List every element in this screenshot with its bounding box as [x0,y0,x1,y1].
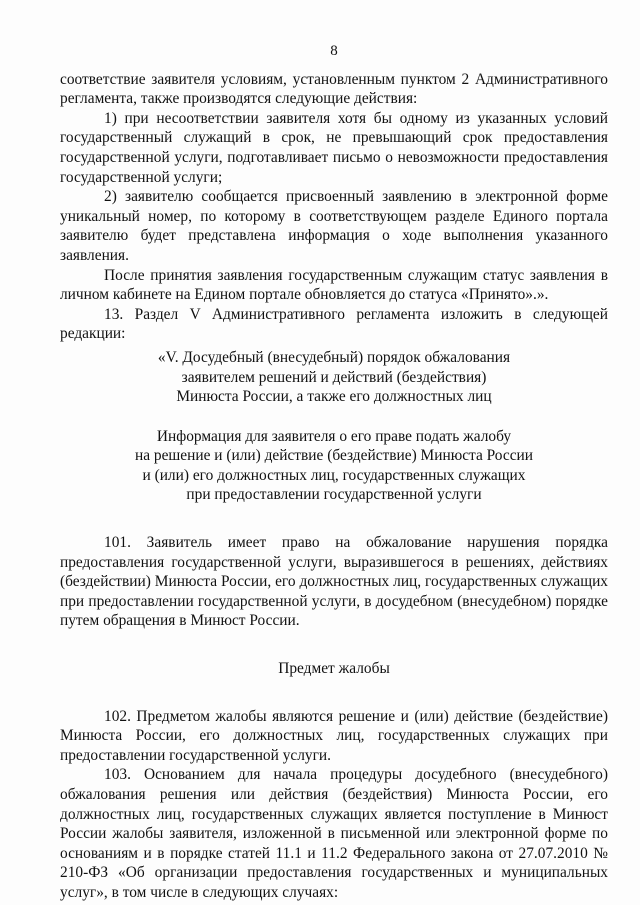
paragraph-13: 13. Раздел V Административного регламента изложить в следующей редакции: [60,305,608,343]
subsection-title-line: Информация для заявителя о его праве подать жалобу [156,427,512,445]
heading-subject-of-complaint: Предмет жалобы [278,660,390,678]
paragraph-102: 102. Предметом жалобы являются решение и (или) действие (бездействие) Минюста России, его должностных лиц, государственных служащих при предоставлении государственной услуги. [60,707,608,764]
paragraph-status: После принятия заявления государственным служащим статус заявления в личном кабинете на Едином портале обновляется до статуса «Принято».». [60,266,608,304]
paragraph-103: 103. Основанием для начала процедуры досудебного (внесудебного) обжалования решения или действия (бездействия) Минюста России, его должностных лиц, государственных служащих является поступление в Минюст России жалобы заявителя, изложенной в письменной или электронной форме по основаниям и в порядке статей 11.1 и 11.2 Федерального закона от 27.07.2010 № 210-ФЗ «Об организации предоставления государственных и муниципальных услуг», в том числе в следующих случаях: [60,766,608,901]
subsection-title-line: и (или) его должностных лиц, государственных служащих [142,466,526,484]
subsection-title-line: при предоставлении государственной услуги [186,486,482,504]
section-title [60,348,608,407]
subsection-title-line: на решение и (или) действие (бездействие) Минюста России [134,447,534,465]
document-body [60,42,608,903]
subsection-title [60,427,608,505]
section-title-line: Минюста России, а также его должностных лиц [176,388,492,406]
paragraph-item-2: 2) заявителю сообщается присвоенный заявлению в электронной форме уникальный номер, по которому в соответствующем разделе Единого портала заявителю будет представлена информация о ходе выполнения указанного заявления. [60,188,608,264]
section-title-line: заявителем решений и действий (бездействия) [181,368,487,386]
paragraph-item-1: 1) при несоответствии заявителя хотя бы одному из указанных условий государственный служащий в срок, не превышающий срок предоставления государственной услуги, подготавливает письмо о невозможности предоставления государственной услуги; [60,109,608,186]
section-title-line: «V. Досудебный (внесудебный) порядок обжалования [157,348,511,366]
page-number: 8 [330,43,338,59]
paragraph-101: 101. Заявитель имеет право на обжалование нарушения порядка предоставления государственной услуги, выразившегося в решениях, действиях (бездействии) Минюста России, его должностных лиц, государственных служащих при предоставлении государственной услуги, в досудебном (внесудебном) порядке путем обращения в Минюст России. [60,534,608,630]
paragraph-continuation: соответствие заявителя условиям, установленным пунктом 2 Административного регламента, также производятся следующие действия: [60,70,608,108]
